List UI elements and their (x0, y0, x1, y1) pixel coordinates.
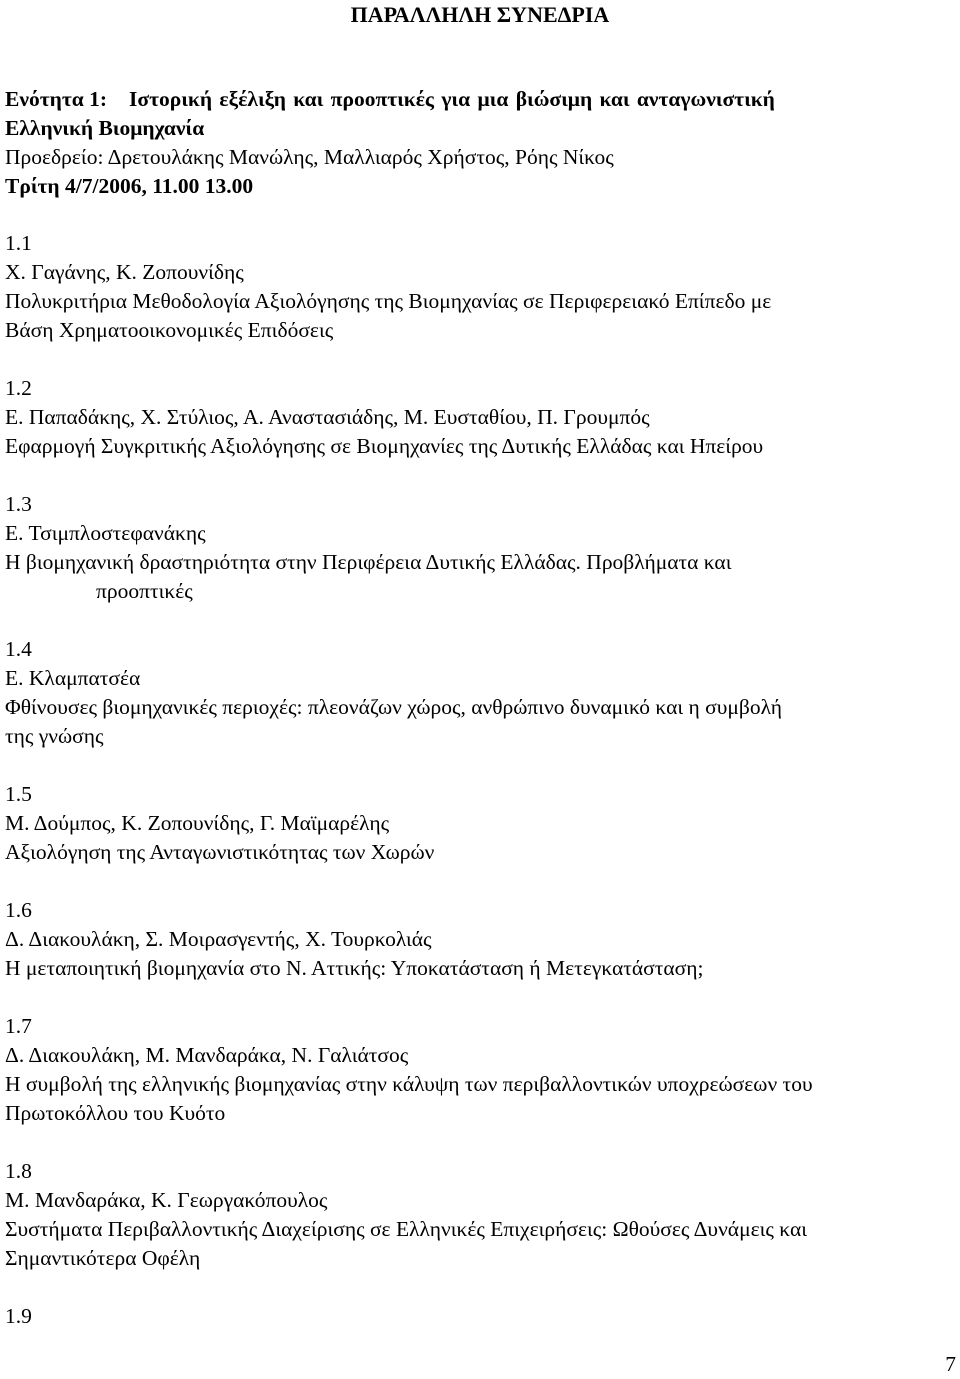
paper-item (5, 635, 955, 751)
paper-number: 1.5 (5, 782, 32, 806)
paper-number: 1.9 (5, 1304, 32, 1328)
session-unit-title-line2: Ελληνική Βιομηχανία (5, 116, 205, 140)
paper-authors: Ε. Τσιμπλοστεφανάκης (5, 521, 206, 545)
paper-authors: Ε. Παπαδάκης, Χ. Στύλιος, Α. Αναστασιάδης, Μ. Ευσταθίου, Π. Γρουμπός (5, 405, 650, 429)
paper-number: 1.1 (5, 231, 32, 255)
paper-item (5, 1157, 955, 1273)
paper-item (5, 229, 955, 345)
paper-title-line: Η συμβολή της ελληνικής βιομηχανίας στην κάλυψη των περιβαλλοντικών υποχρεώσεων του (5, 1072, 813, 1096)
paper-authors: Δ. Διακουλάκη, Σ. Μοιρασγεντής, Χ. Τουρκολιάς (5, 927, 432, 951)
paper-item (5, 490, 955, 606)
page-number: 7 (945, 1352, 956, 1376)
paper-item (5, 780, 955, 867)
paper-number: 1.2 (5, 376, 32, 400)
paper-title-line: Η βιομηχανική δραστηριότητα στην Περιφέρεια Δυτικής Ελλάδας. Προβλήματα και (5, 550, 732, 574)
paper-item (5, 374, 955, 461)
paper-authors: Δ. Διακουλάκη, Μ. Μανδαράκα, Ν. Γαλιάτσος (5, 1043, 409, 1067)
paper-number: 1.8 (5, 1159, 32, 1183)
paper-title-line: Αξιολόγηση της Ανταγωνιστικότητας των Χωρών (5, 840, 435, 864)
paper-authors: Χ. Γαγάνης, Κ. Ζοπουνίδης (5, 260, 244, 284)
session-datetime: Τρίτη 4/7/2006, 11.00 13.00 (5, 174, 254, 198)
session-unit-label: Ενότητα 1: (5, 87, 108, 111)
paper-title-line: Πρωτοκόλλου του Κυότο (5, 1101, 226, 1125)
paper-authors: Μ. Δούμπος, Κ. Ζοπουνίδης, Γ. Μαϊμαρέλης (5, 811, 390, 835)
paper-title-line: Η μεταποιητική βιομηχανία στο Ν. Αττικής: Υποκατάσταση ή Μετεγκατάσταση; (5, 956, 704, 980)
paper-item (5, 1012, 955, 1128)
paper-number: 1.4 (5, 637, 32, 661)
session-header (5, 85, 955, 201)
paper-number: 1.7 (5, 1014, 32, 1038)
paper-title-line: Συστήματα Περιβαλλοντικής Διαχείρισης σε Ελληνικές Επιχειρήσεις: Ωθούσες Δυνάμεις και (5, 1217, 807, 1241)
paper-authors: Μ. Μανδαράκα, Κ. Γεωργακόπουλος (5, 1188, 328, 1212)
page-title: ΠΑΡΑΛΛΗΛΗ ΣΥΝΕΔΡΙΑ (350, 2, 610, 27)
paper-title-line: Φθίνουσες βιομηχανικές περιοχές: πλεονάζων χώρος, ανθρώπινο δυναμικό και η συμβολή (5, 695, 783, 719)
paper-authors: Ε. Κλαμπατσέα (5, 666, 141, 690)
session-unit-title-line1: Ιστορική εξέλιξη και προοπτικές για μια βιώσιμη και ανταγωνιστική (129, 87, 775, 111)
paper-title-line: της γνώσης (5, 724, 104, 748)
session-unit-title (5, 85, 955, 114)
session-chairs: Προεδρείο: Δρετουλάκης Μανώλης, Μαλλιαρός Χρήστος, Ρόης Νίκος (5, 145, 614, 169)
paper-title-line: προοπτικές (96, 579, 193, 603)
paper-item (5, 1302, 955, 1331)
paper-item (5, 896, 955, 983)
paper-title-line: Σημαντικότερα Οφέλη (5, 1246, 201, 1270)
paper-number: 1.6 (5, 898, 32, 922)
paper-number: 1.3 (5, 492, 32, 516)
paper-title-line: Πολυκριτήρια Μεθοδολογία Αξιολόγησης της Βιομηχανίας σε Περιφερειακό Επίπεδο με (5, 289, 772, 313)
paper-title-line: Βάση Χρηματοοικονομικές Επιδόσεις (5, 318, 334, 342)
paper-title-line: Εφαρμογή Συγκριτικής Αξιολόγησης σε Βιομηχανίες της Δυτικής Ελλάδας και Ηπείρου (5, 434, 764, 458)
paper-list (5, 229, 955, 1360)
